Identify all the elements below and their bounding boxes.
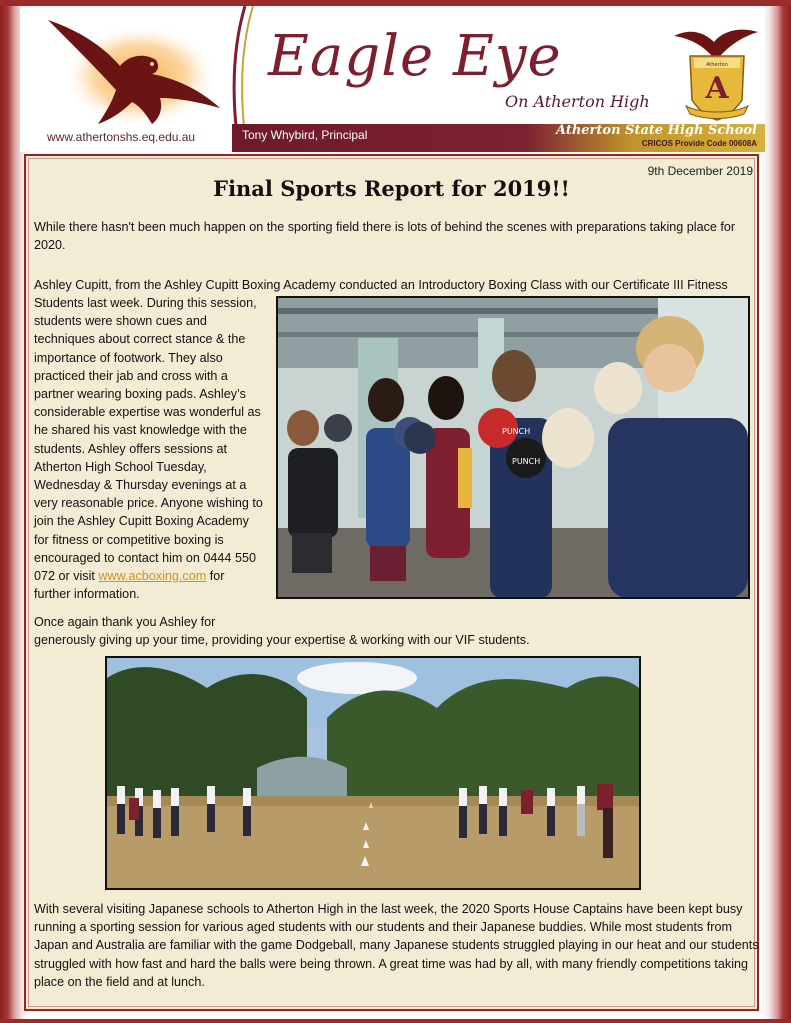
boxing-contact-tail: for — [206, 569, 225, 583]
boxing-paragraph-line: encouraged to contact him on 0444 550 — [34, 550, 256, 565]
article-heading: Final Sports Report for 2019!! — [213, 176, 570, 201]
svg-text:Atherton: Atherton — [706, 62, 728, 68]
dodgeball-paragraph: With several visiting Japanese schools to Atherton High in the last week, the 2020 Sports House Captains have been kept busy running a sporting session for various aged students with our students and their Japanese buddies. While most students from Japan and Australia are familiar with the game Dodgeball, many Japanese students struggled playing in our heat and our students struggled with how fast and hard the balls were being thrown. A great time was had by all, with many friendly competitions taking place on the field and at lunch. — [34, 902, 759, 989]
boxing-closing-line: further information. — [34, 587, 140, 601]
boxing-paragraph-line: students. Ashley offers sessions at — [34, 441, 227, 456]
article-date: 9th December 2019 — [647, 164, 753, 178]
principal-name: Tony Whybird, Principal — [242, 128, 368, 142]
boxing-class-photo — [276, 296, 750, 599]
boxing-contact-text: 072 or visit — [34, 569, 99, 583]
boxing-paragraph-line: he shared his vast knowledge with the — [34, 423, 247, 438]
boxing-paragraph-first-line: Ashley Cupitt, from the Ashley Cupitt Boxing Academy conducted an Introductory Boxing Class with our Certificate III Fitness — [34, 278, 728, 292]
dodgeball-photo — [105, 656, 641, 890]
boxing-paragraph-line: practiced their jab and cross with a — [34, 368, 228, 383]
boxing-paragraph-line: techniques about correct stance & the — [34, 332, 246, 347]
thanks-line-1: Once again thank you Ashley for — [34, 615, 216, 629]
boxing-paragraph-line: partner wearing boxing pads. Ashley’s — [34, 387, 246, 402]
school-name: Atherton State High School — [555, 123, 757, 138]
school-website-url[interactable]: www.athertonshs.eq.edu.au — [47, 130, 196, 144]
article-panel — [24, 154, 759, 1011]
boxing-paragraph-line: students were shown cues and — [34, 314, 207, 329]
boxing-paragraph — [34, 294, 274, 567]
boxing-paragraph-line: Wednesday & Thursday evenings at a — [34, 478, 247, 493]
thanks-line-2: generously giving up your time, providing your expertise & working with our VIF students. — [34, 633, 530, 647]
cricos-code: CRICOS Provide Code 00608A — [641, 139, 757, 148]
acboxing-link[interactable]: www.acboxing.com — [98, 569, 207, 583]
newsletter-subtitle: On Atherton High — [505, 92, 650, 111]
boxing-paragraph-line: Atherton High School Tuesday, — [34, 459, 207, 474]
frame-bottom-border — [0, 1019, 791, 1023]
glove-label-1: PUNCH — [502, 427, 531, 436]
eagle-logo — [48, 16, 228, 126]
glove-label-2: PUNCH — [512, 457, 541, 466]
boxing-paragraph-line: considerable expertise was wonderful as — [34, 405, 261, 420]
boxing-paragraph-line: for fitness or competitive boxing is — [34, 532, 224, 547]
newsletter-title: Eagle Eye — [268, 24, 562, 89]
newsletter-header — [20, 6, 765, 152]
boxing-paragraph-line: Students last week. During this session, — [34, 296, 257, 310]
boxing-paragraph-line: join the Ashley Cupitt Boxing Academy — [34, 514, 249, 529]
school-crest — [672, 14, 762, 124]
intro-paragraph: While there hasn't been much happen on the sporting field there is lots of behind the scenes with preparations taking place for 2020. — [34, 220, 736, 253]
boxing-contact-line — [34, 567, 274, 585]
boxing-paragraph-line: very reasonable price. Anyone wishing to — [34, 496, 263, 511]
boxing-paragraph-line: importance of footwork. They also — [34, 350, 223, 365]
crest-letter: A — [705, 71, 729, 106]
